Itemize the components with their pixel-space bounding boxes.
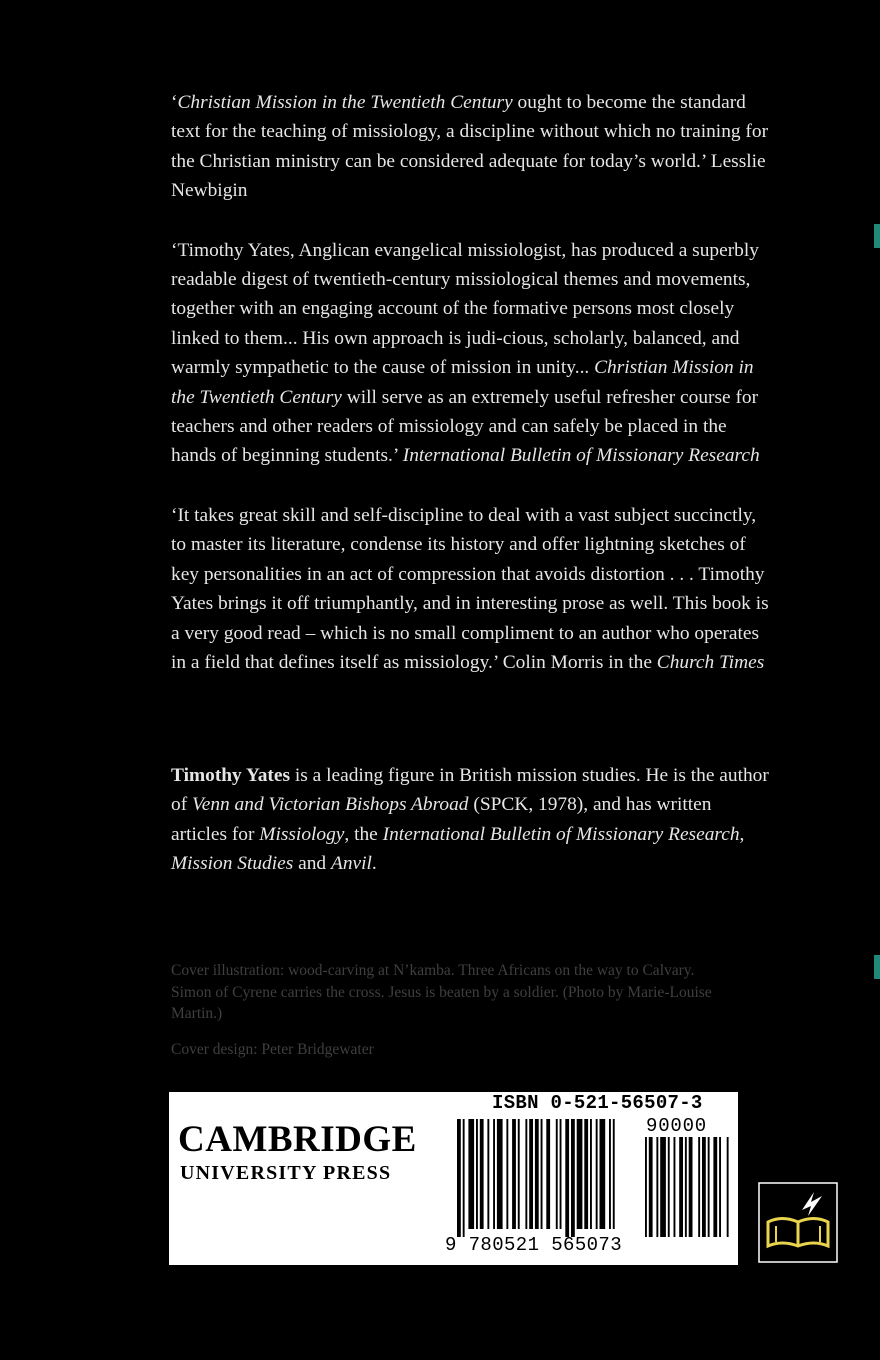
cover-design-credit: Cover design: Peter Bridgewater (171, 1040, 374, 1058)
quote-source: Lesslie Newbigin (171, 150, 766, 202)
addon-bar (689, 1137, 693, 1237)
barcode-bar (613, 1119, 615, 1229)
barcode-bar (480, 1119, 484, 1229)
barcode-bar (497, 1119, 503, 1229)
barcode-panel (169, 1092, 738, 1265)
barcode-bar (468, 1119, 474, 1229)
barcode-bar (506, 1119, 508, 1229)
quote-ibmr: ‘Timothy Yates, Anglican evangelical missiologist, has produced a superbly readable digest of twentieth-century missiological themes and movements, together with an engaging account of the formative persons most closely linked to them... His own approach is judi-cious, scholarly, balanced, and warmly sympathetic to the cause of mission in unity... Christian Mission in the Twentieth Century will serve as an extremely useful refresher course for teachers and other readers of missiology and can safely be placed in the hands of beginning students.’ International Bulletin of Missionary Research (171, 239, 760, 467)
barcode-digits: 9 780521 565073 (445, 1234, 623, 1256)
barcode-bar (512, 1119, 516, 1229)
quote-source: International Bulletin of Missionary Research (402, 445, 760, 467)
barcode-bar (556, 1119, 558, 1229)
barcode-bar (525, 1119, 527, 1229)
barcode-bar (518, 1119, 520, 1229)
barcode-bar (565, 1119, 569, 1237)
edge-mark (874, 955, 880, 979)
barcode-bar (600, 1119, 606, 1229)
price-addon: 90000 (646, 1115, 708, 1137)
addon-bar (656, 1137, 658, 1237)
barcode-bar (546, 1119, 550, 1229)
publisher-name: CAMBRIDGE (178, 1119, 417, 1160)
addon-bar (719, 1137, 721, 1237)
addon-bar (679, 1137, 683, 1237)
review-quotes (171, 88, 771, 707)
barcode-bar (535, 1119, 539, 1229)
addon-bar (685, 1137, 687, 1237)
barcode-bar (541, 1119, 543, 1229)
addon-bar (660, 1137, 666, 1237)
barcode-bar (457, 1119, 461, 1237)
addon-bar (645, 1137, 647, 1237)
open-book-with-lightning-icon (758, 1182, 838, 1263)
barcode-bar (463, 1119, 465, 1237)
addon-bar (727, 1137, 729, 1237)
publisher-subname: UNIVERSITY PRESS (180, 1162, 392, 1184)
barcode-bar (590, 1119, 592, 1229)
barcode-bar (609, 1119, 611, 1229)
barcode-bar (493, 1119, 495, 1229)
addon-bar (649, 1137, 653, 1237)
author-bio: Timothy Yates is a leading figure in British mission studies. He is the author of Venn and Victorian Bishops Abroad (SPCK, 1978), and has written articles for Missiology, the International Bulletin of Missionary Research, Mission Studies and Anvil. (171, 765, 769, 875)
cover-illustration-credit: Cover illustration: wood-carving at N’kamba. Three Africans on the way to Calvary. Simon of Cyrene carries the cross. Jesus is beaten by a soldier. (Photo by Marie-Louise Martin.) (171, 962, 712, 1023)
addon-bar (702, 1137, 706, 1237)
quote-morris: ‘It takes great skill and self-discipline to deal with a vast subject succinctly, to master its literature, condense its history and offer lightning sketches of key personalities in an act of compression that avoids distortion . . . Timothy Yates brings it off triumphantly, and in interesting prose as well. This book is a very good read – which is no small compliment to an author who operates in a field that defines itself as missiology.’ Colin Morris in the Church Times (171, 504, 769, 673)
barcode-bar (560, 1119, 562, 1229)
barcode-bar (571, 1119, 575, 1237)
addon-bar (698, 1137, 700, 1237)
addon-bar (708, 1137, 710, 1237)
cover-credits (171, 960, 731, 1074)
edge-mark (874, 224, 880, 248)
barcode-bar (529, 1119, 533, 1229)
barcode-bar (596, 1119, 598, 1229)
addon-bar (713, 1137, 717, 1237)
barcode-bar (487, 1119, 489, 1229)
barcode-bar (476, 1119, 478, 1229)
barcode-bar (577, 1119, 583, 1229)
barcode-bar (584, 1119, 588, 1229)
addon-bar (674, 1137, 676, 1237)
quote-newbigin: ‘Christian Mission in the Twentieth Century ought to become the standard text for the teaching of missiology, a discipline without which no training for the Christian ministry can be considered adequate for today’s world.’ Lesslie Newbigin (171, 92, 769, 202)
isbn-label: ISBN 0-521-56507-3 (492, 1092, 703, 1114)
book-title: Christian Mission in the Twentieth Century (177, 92, 513, 113)
book-title: Christian Mission in the Twentieth Century (171, 357, 754, 408)
author-name: Timothy Yates (171, 765, 291, 786)
addon-bar (668, 1137, 670, 1237)
quote-source: Church Times (656, 651, 765, 673)
